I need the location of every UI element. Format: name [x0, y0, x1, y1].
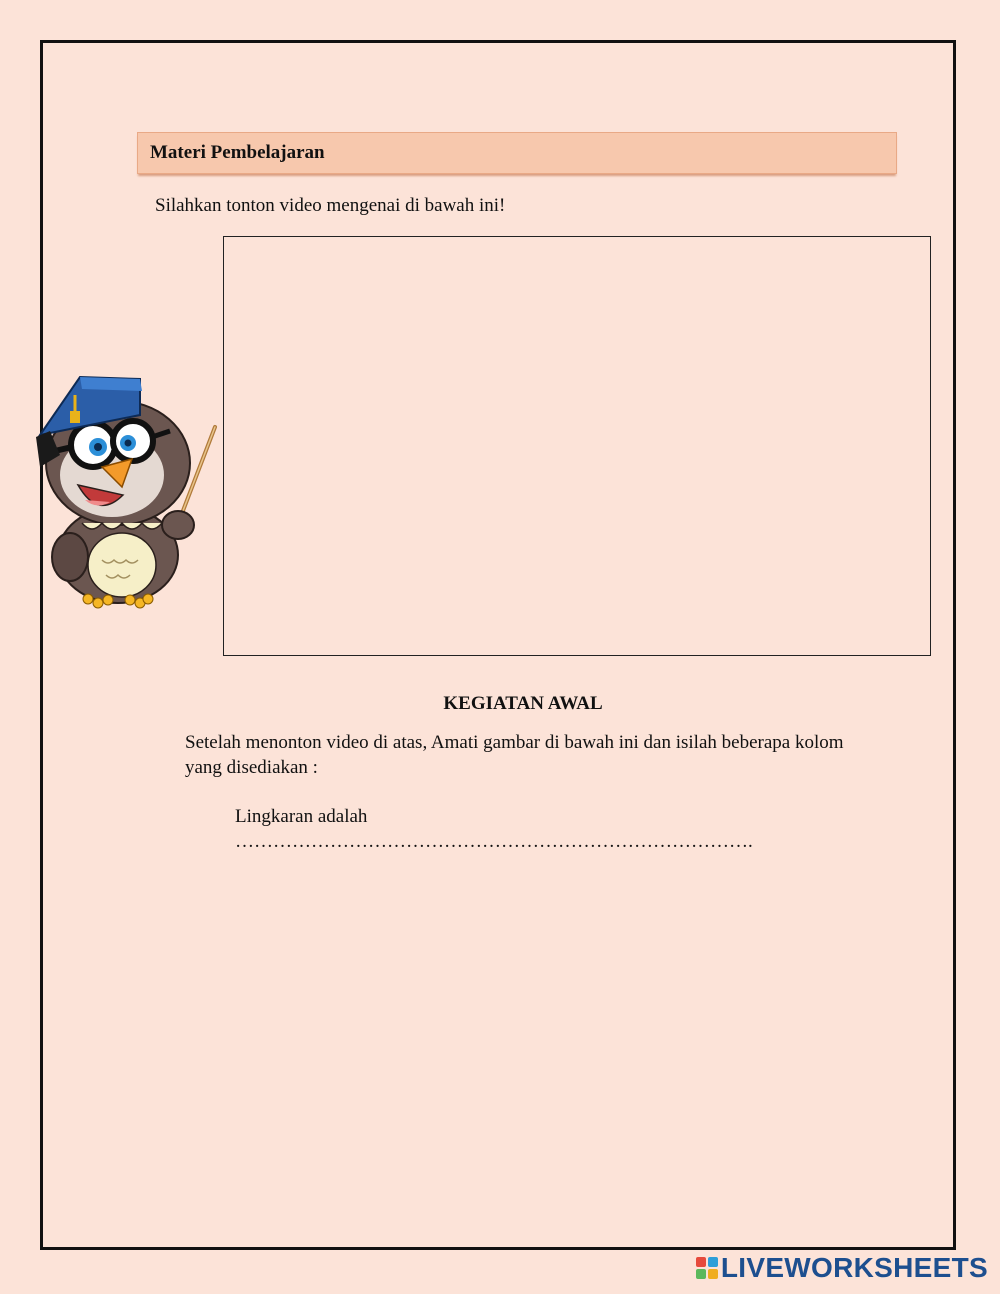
activity-title: KEGIATAN AWAL: [443, 693, 603, 714]
liveworksheets-logo-icon: [696, 1257, 718, 1279]
definition-label: Lingkaran adalah: [235, 806, 368, 827]
section-title: Materi Pembelajaran: [150, 142, 325, 163]
answer-field[interactable]: ……………………………………………………………………….: [235, 831, 753, 852]
owl-teacher-illustration: [30, 375, 225, 615]
video-instruction: Silahkan tonton video mengenai di bawah ini!: [155, 195, 506, 216]
liveworksheets-wordmark: LIVEWORKSHEETS: [720, 1252, 988, 1283]
activity-instructions: Setelah menonton video di atas, Amati gambar di bawah ini dan isilah beberapa kolom yang disediakan :: [185, 732, 844, 778]
video-player[interactable]: [223, 236, 931, 656]
section-header: [137, 132, 897, 174]
liveworksheets-logo: [696, 1252, 988, 1284]
